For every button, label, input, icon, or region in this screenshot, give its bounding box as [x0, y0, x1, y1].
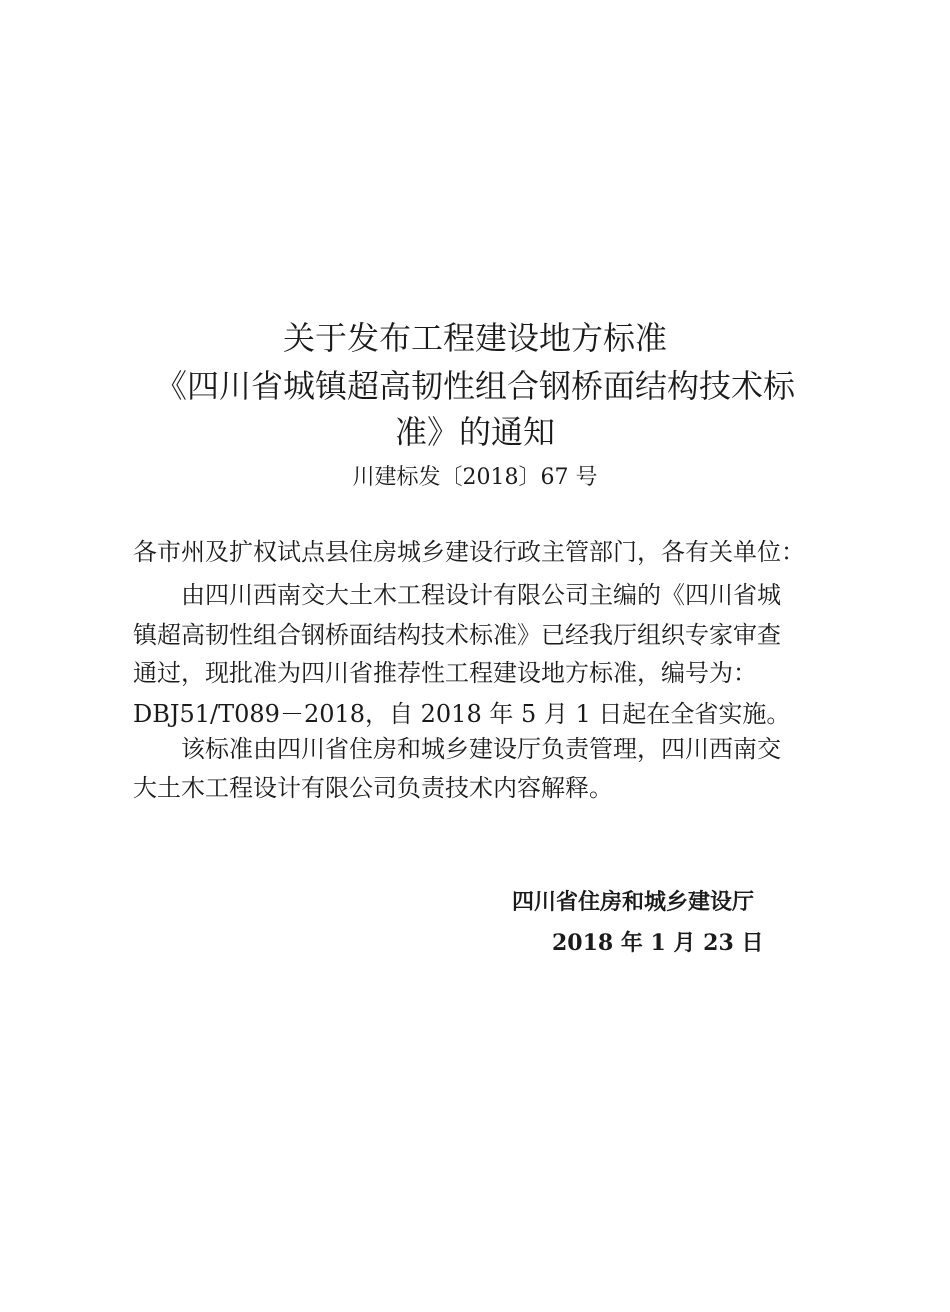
- document-number: 川建标发〔2018〕67 号: [352, 465, 598, 490]
- paragraph-1-line-3: 通过，现批准为四川省推荐性工程建设地方标准，编号为：: [133, 659, 757, 687]
- paragraph-1-line-1: 由四川西南交大土木工程设计有限公司主编的《四川省城: [181, 581, 781, 609]
- issuing-authority: 四川省住房和城乡建设厅: [512, 889, 755, 915]
- paragraph-1-line-2: 镇超高韧性组合钢桥面结构技术标准》已经我厅组织专家审查: [133, 621, 781, 649]
- title-line-3: 准》的通知: [394, 413, 555, 451]
- title-line-2: 《四川省城镇超高韧性组合钢桥面结构技术标: [154, 367, 795, 405]
- paragraph-2-line-2: 大土木工程设计有限公司负责技术内容解释。: [133, 774, 613, 802]
- title-line-1: 关于发布工程建设地方标准: [282, 319, 667, 357]
- issue-date: 2018 年 1 月 23 日: [552, 930, 764, 956]
- paragraph-1-line-4: DBJ51/T089－2018，自 2018 年 5 月 1 日起在全省实施。: [133, 700, 791, 728]
- paragraph-2-line-1: 该标准由四川省住房和城乡建设厅负责管理，四川西南交: [181, 735, 781, 763]
- addressee: 各市州及扩权试点县住房城乡建设行政主管部门，各有关单位：: [133, 538, 805, 566]
